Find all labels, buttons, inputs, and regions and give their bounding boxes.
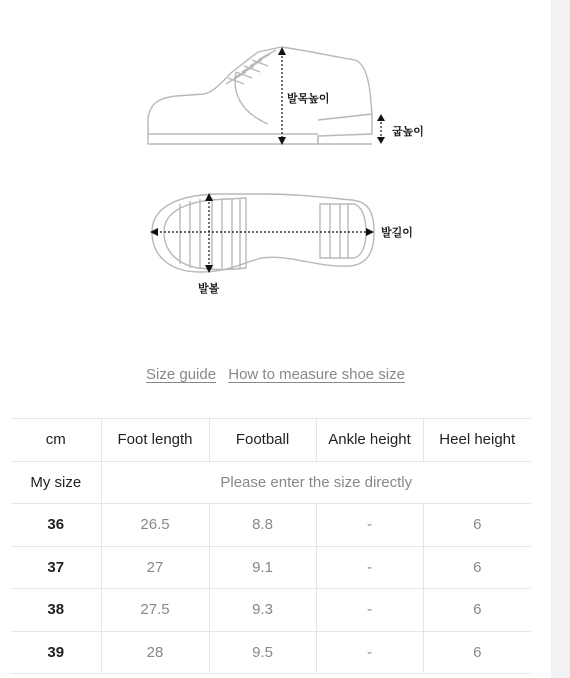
heel-height-label: 굽높이	[392, 125, 424, 138]
size-cell: 36	[11, 504, 101, 547]
football-cell: 8.8	[209, 504, 316, 547]
size-cell: 37	[11, 546, 101, 589]
size-guide-link[interactable]: Size guide	[146, 366, 217, 383]
column-header: Football	[209, 419, 316, 462]
size-cell: 38	[11, 589, 101, 632]
column-header: Heel height	[423, 419, 531, 462]
foot-length-cell: 26.5	[101, 504, 209, 547]
foot-length-label: 발길이	[381, 226, 413, 239]
size-table	[11, 418, 531, 674]
table-row	[11, 504, 531, 547]
football-cell: 9.1	[209, 546, 316, 589]
my-size-input-prompt[interactable]: Please enter the size directly	[101, 461, 531, 504]
ankle-height-cell: -	[316, 546, 423, 589]
scrollbar-rail[interactable]	[551, 0, 570, 678]
column-header: Ankle height	[316, 419, 423, 462]
how-to-measure-link[interactable]: How to measure shoe size	[228, 366, 405, 383]
ankle-height-cell: -	[316, 631, 423, 674]
column-header: cm	[11, 419, 101, 462]
heel-height-cell: 6	[423, 504, 531, 547]
heel-height-cell: 6	[423, 631, 531, 674]
size-cell: 39	[11, 631, 101, 674]
shoe-side-view	[148, 47, 372, 144]
foot-length-cell: 27.5	[101, 589, 209, 632]
football-cell: 9.5	[209, 631, 316, 674]
ankle-height-label: 발목높이	[287, 92, 330, 105]
ankle-height-cell: -	[316, 504, 423, 547]
table-row	[11, 631, 531, 674]
foot-length-cell: 27	[101, 546, 209, 589]
my-size-row	[11, 461, 531, 504]
heel-height-cell: 6	[423, 546, 531, 589]
my-size-label: My size	[11, 461, 101, 504]
guide-links	[0, 366, 551, 383]
shoe-measurement-diagram	[0, 0, 551, 345]
heel-height-cell: 6	[423, 589, 531, 632]
foot-width-label: 발볼	[198, 282, 220, 295]
table-header-row	[11, 419, 531, 462]
table-row	[11, 589, 531, 632]
table-row	[11, 546, 531, 589]
football-cell: 9.3	[209, 589, 316, 632]
foot-length-cell: 28	[101, 631, 209, 674]
shoe-sole-view	[152, 194, 374, 272]
shoe-diagram-svg	[0, 0, 551, 345]
ankle-height-cell: -	[316, 589, 423, 632]
column-header: Foot length	[101, 419, 209, 462]
